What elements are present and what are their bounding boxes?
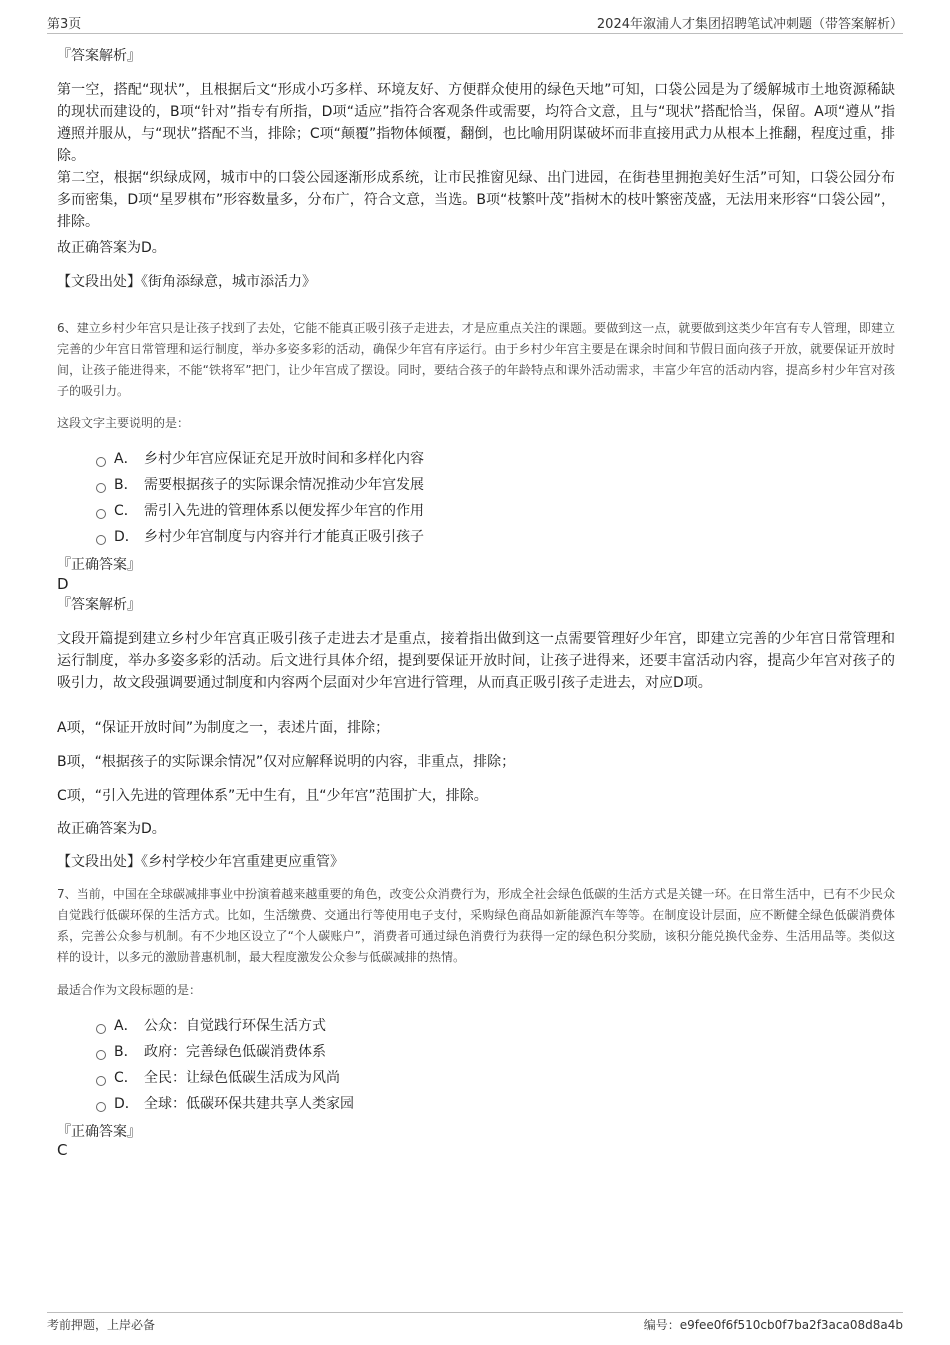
option-text: 乡村少年宫应保证充足开放时间和多样化内容 <box>144 451 424 467</box>
q6-answer: D <box>57 575 69 593</box>
option-text: 需引入先进的管理体系以便发挥少年宫的作用 <box>144 503 424 519</box>
q6-option-d[interactable] <box>96 528 424 546</box>
q6-question-text: 6、建立乡村少年宫只是让孩子找到了去处，它能不能真正吸引孩子走进去，才是应重点关注的课题。要做到这一点，就要做到这类少年宫有专人管理，即建立完善的少年宫日常管理和运行制度，举办多姿多彩的活动，确保少年宫有序运行。由于乡村少年宫主要是在课余时间和节假日面向孩子开放，就要保证开放时间，让孩子能进得来，不能“铁将军”把门，让少年宫成了摆设。同时，要结合孩子的年龄特点和课外活动需求，丰富少年宫的活动内容，提高乡村少年宫对孩子的吸引力。 <box>57 321 895 398</box>
q6-option-b[interactable] <box>96 476 424 494</box>
page-header <box>47 10 903 34</box>
q7-answer-label: 『正确答案』 <box>57 1124 141 1140</box>
q5-analysis-paragraph-2: 第二空，根据“织绿成网，城市中的口袋公园逐渐形成系统，让市民推窗见绿、出门进园，在街巷里拥抱美好生活”可知，口袋公园分布多而密集，D项“星罗棋布”形容数量多，分布广，符合文意，当选。B项“枝繁叶茂”指树木的枝叶繁密茂盛，无法用来形容“口袋公园”，排除。 <box>57 170 895 230</box>
q6-option-c[interactable] <box>96 502 424 520</box>
q6-analysis-label: 『答案解析』 <box>57 597 141 613</box>
document-title: 2024年溆浦人才集团招聘笔试冲刺题（带答案解析） <box>596 17 903 32</box>
option-letter: A． <box>114 451 138 467</box>
option-letter: D． <box>114 1096 139 1112</box>
q6-analysis-option-b: B项，“根据孩子的实际课余情况”仅对应解释说明的内容，非重点，排除； <box>57 754 516 770</box>
q5-analysis-label: 『答案解析』 <box>57 48 141 64</box>
option-text: 需要根据孩子的实际课余情况推动少年宫发展 <box>144 477 424 493</box>
option-letter: C． <box>114 1070 138 1086</box>
q7-option-d[interactable] <box>96 1095 354 1113</box>
radio-icon[interactable] <box>96 509 106 519</box>
radio-icon[interactable] <box>96 1076 106 1086</box>
q7-question-text: 7、当前，中国在全球碳减排事业中扮演着越来越重要的角色，改变公众消费行为，形成全社会绿色低碳的生活方式是关键一环。在日常生活中，已有不少民众自觉践行低碳环保的生活方式。比如，生活缴费、交通出行等使用电子支付，采购绿色商品如新能源汽车等等。在制度设计层面，应不断健全绿色低碳消费体系，完善公众参与机制。有不少地区设立了“个人碳账户”，消费者可通过绿色消费行为获得一定的绿色积分奖励，该积分能兑换代金券、生活用品等。类似这样的设计，以多元的激励普惠机制，最大程度激发公众参与低碳减排的热情。 <box>57 887 895 964</box>
footer-slogan: 考前押题，上岸必备 <box>47 1318 156 1332</box>
radio-icon[interactable] <box>96 535 106 545</box>
q6-conclusion: 故正确答案为D。 <box>57 821 166 837</box>
q6-source: 【文段出处】《乡村学校少年宫重建更应重管》 <box>57 854 344 870</box>
q6-analysis-option-c: C项，“引入先进的管理体系”无中生有，且“少年宫”范围扩大，排除。 <box>57 788 488 804</box>
radio-icon[interactable] <box>96 1102 106 1112</box>
option-text: 公众：自觉践行环保生活方式 <box>144 1018 326 1034</box>
radio-icon[interactable] <box>96 1024 106 1034</box>
q6-option-a[interactable] <box>96 450 424 468</box>
q7-option-a[interactable] <box>96 1017 326 1035</box>
q7-stem: 最适合作为文段标题的是： <box>57 983 202 997</box>
q7-option-b[interactable] <box>96 1043 326 1061</box>
q5-source: 【文段出处】《街角添绿意，城市添活力》 <box>57 274 316 290</box>
option-letter: B． <box>114 477 138 493</box>
q6-answer-label: 『正确答案』 <box>57 557 141 573</box>
option-text: 全民：让绿色低碳生活成为风尚 <box>144 1070 340 1086</box>
option-text: 乡村少年宫制度与内容并行才能真正吸引孩子 <box>144 529 424 545</box>
radio-icon[interactable] <box>96 483 106 493</box>
radio-icon[interactable] <box>96 457 106 467</box>
document-id: 编号：e9fee0f6f510cb0f7ba2f3aca08d8a4b <box>643 1318 903 1332</box>
option-text: 全球：低碳环保共建共享人类家园 <box>144 1096 354 1112</box>
q5-conclusion: 故正确答案为D。 <box>57 240 166 256</box>
q7-option-c[interactable] <box>96 1069 340 1087</box>
option-letter: D． <box>114 529 139 545</box>
radio-icon[interactable] <box>96 1050 106 1060</box>
page-number: 第3页 <box>47 17 82 32</box>
q6-analysis-paragraph-1: 文段开篇提到建立乡村少年宫真正吸引孩子走进去才是重点，接着指出做到这一点需要管理好少年宫，即建立完善的少年宫日常管理和运行制度，举办多姿多彩的活动。后文进行具体介绍，提到要保证开放时间，让孩子进得来，还要丰富活动内容，提高少年宫对孩子的吸引力，故文段强调要通过制度和内容两个层面对少年宫进行管理，从而真正吸引孩子走进去，对应D项。 <box>57 631 895 691</box>
option-letter: C． <box>114 503 138 519</box>
page-footer <box>47 1312 903 1338</box>
q6-stem: 这段文字主要说明的是： <box>57 416 190 430</box>
q5-analysis-paragraph-1: 第一空，搭配“现状”，且根据后文“形成小巧多样、环境友好、方便群众使用的绿色天地”可知，口袋公园是为了缓解城市土地资源稀缺的现状而建设的，B项“针对”指专有所指，D项“适应”指符合客观条件或需要，均符合文意，且与“现状”搭配恰当，保留。A项“遵从”指遵照并服从，与“现状”搭配不当，排除；C项“颠覆”指物体倾覆，翻倒，也比喻用阴谋破坏而非直接用武力从根本上推翻，程度过重，排除。 <box>57 82 895 164</box>
q7-answer: C <box>57 1141 68 1159</box>
q6-analysis-option-a: A项，“保证开放时间”为制度之一，表述片面，排除； <box>57 720 390 736</box>
option-text: 政府：完善绿色低碳消费体系 <box>144 1044 326 1060</box>
option-letter: B． <box>114 1044 138 1060</box>
option-letter: A． <box>114 1018 138 1034</box>
